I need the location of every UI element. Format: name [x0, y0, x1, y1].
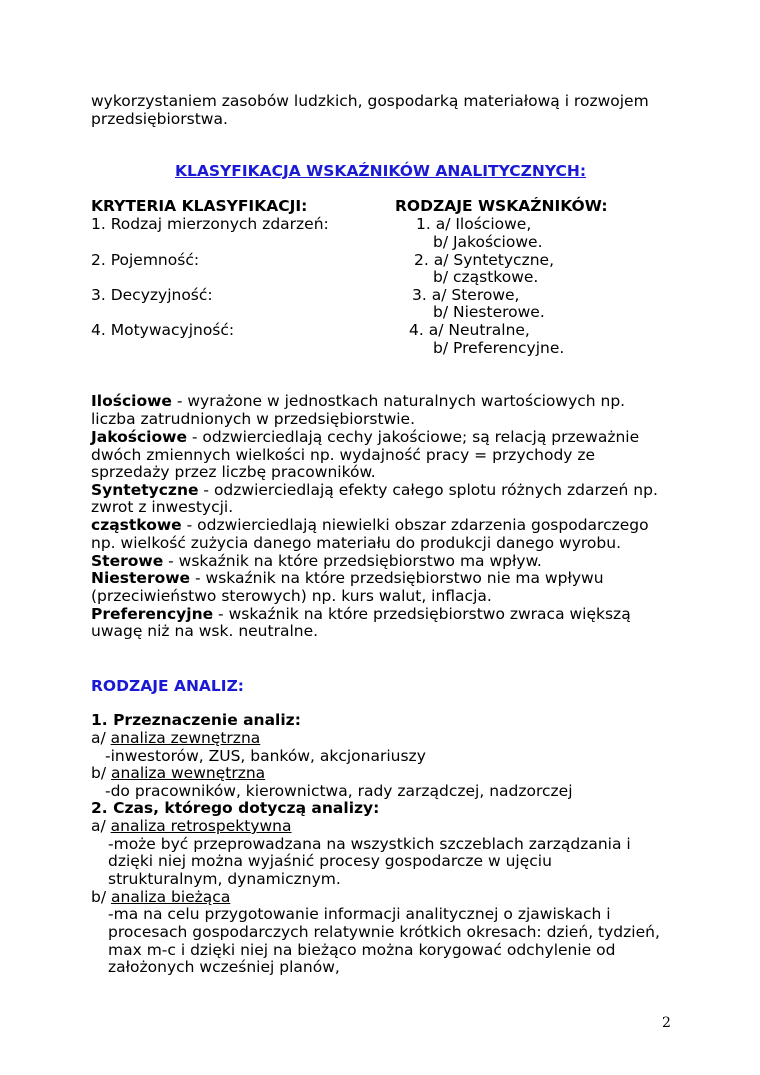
item-label: analiza wewnętrzna: [111, 764, 266, 782]
section-2-item-b-desc: -ma na celu przygotowanie informacji analitycznej o zjawiskach i: [108, 905, 611, 923]
type-1b: b/ Jakościowe.: [433, 233, 543, 251]
definition-text: - wskaźnik na które przedsiębiorstwo zwraca większą: [213, 605, 631, 623]
definition-continuation: sprzedaży przez liczbę pracowników.: [91, 463, 376, 481]
section-2-item-a: [91, 817, 292, 835]
page-number: 2: [662, 1015, 671, 1031]
definition-term: Jakościowe: [91, 428, 187, 446]
criterion-1: 1. Rodzaj mierzonych zdarzeń:: [91, 215, 329, 233]
definition-term: cząstkowe: [91, 516, 182, 534]
definition-continuation: liczba zatrudnionych w przedsiębiorstwie.: [91, 410, 416, 428]
item-prefix: b/: [91, 888, 111, 906]
criterion-3: 3. Decyzyjność:: [91, 286, 213, 304]
section-2-item-b-desc: procesach gospodarczych relatywnie krótkich okresach: dzień, tydzień,: [108, 923, 660, 941]
intro-line-1: wykorzystaniem zasobów ludzkich, gospodarką materiałową i rozwojem: [91, 92, 649, 110]
section-2-item-b-desc: założonych wcześniej planów,: [108, 958, 340, 976]
definition-text: - odzwierciedlają niewielki obszar zdarzenia gospodarczego: [181, 516, 649, 534]
item-prefix: b/: [91, 764, 111, 782]
definition-niesterowe: [91, 569, 604, 587]
type-4a: 4. a/ Neutralne,: [409, 321, 530, 339]
section-1-item-a: [91, 729, 260, 747]
definition-preferencyjne: [91, 605, 631, 623]
definition-term: Ilościowe: [91, 392, 172, 410]
definition-continuation: np. wielkość zużycia danego materiału do produkcji danego wyrobu.: [91, 534, 621, 552]
definition-jakosciowe: [91, 428, 639, 446]
criterion-2: 2. Pojemność:: [91, 251, 200, 269]
type-1a: 1. a/ Ilościowe,: [416, 215, 532, 233]
type-2a: 2. a/ Syntetyczne,: [414, 251, 555, 269]
section-2-item-a-desc: dzięki niej można wyjaśnić procesy gospodarcze w ujęciu: [108, 852, 552, 870]
criteria-header: KRYTERIA KLASYFIKACJI:: [91, 197, 308, 215]
definition-syntetyczne: [91, 481, 658, 499]
section-2-item-b: [91, 888, 230, 906]
definition-czastkowe: [91, 516, 649, 534]
analyses-heading: RODZAJE ANALIZ:: [91, 677, 245, 695]
definition-continuation: dwóch zmiennych wielkości np. wydajność pracy = przychody ze: [91, 446, 596, 464]
definition-continuation: zwrot z inwestycji.: [91, 498, 234, 516]
definition-term: Syntetyczne: [91, 481, 199, 499]
definition-sterowe: [91, 552, 542, 570]
section-1-item-a-desc: -inwestorów, ZUS, banków, akcjonariuszy: [105, 747, 426, 765]
item-prefix: a/: [91, 817, 111, 835]
section-2-item-a-desc: -może być przeprowadzana na wszystkich szczeblach zarządzania i: [108, 835, 631, 853]
item-label: analiza zewnętrzna: [110, 729, 261, 747]
section-1-item-b-desc: -do pracowników, kierownictwa, rady zarządczej, nadzorczej: [105, 782, 573, 800]
definition-text: - wskaźnik na które przedsiębiorstwo nie ma wpływu: [190, 569, 604, 587]
criterion-4: 4. Motywacyjność:: [91, 321, 235, 339]
item-label: analiza bieżąca: [111, 888, 231, 906]
definition-text: - wyrażone w jednostkach naturalnych wartościowych np.: [171, 392, 626, 410]
section-1-title: 1. Przeznaczenie analiz:: [91, 711, 301, 729]
type-3b: b/ Niesterowe.: [433, 303, 545, 321]
definition-term: Preferencyjne: [91, 605, 214, 623]
item-prefix: a/: [91, 729, 111, 747]
definition-term: Niesterowe: [91, 569, 191, 587]
definition-text: - odzwierciedlają cechy jakościowe; są relacją przeważnie: [186, 428, 640, 446]
intro-line-2: przedsiębiorstwa.: [91, 110, 228, 128]
item-label: analiza retrospektywna: [110, 817, 292, 835]
definition-term: Sterowe: [91, 552, 164, 570]
definition-text: - wskaźnik na które przedsiębiorstwo ma wpływ.: [163, 552, 542, 570]
section-1-item-b: [91, 764, 265, 782]
definition-text: - odzwierciedlają efekty całego splotu różnych zdarzeń np.: [198, 481, 658, 499]
type-2b: b/ cząstkowe.: [433, 268, 539, 286]
definition-continuation: uwagę niż na wsk. neutralne.: [91, 622, 319, 640]
section-2-title: 2. Czas, którego dotyczą analizy:: [91, 799, 380, 817]
section-2-item-b-desc: max m-c i dzięki niej na bieżąco można korygować odchylenie od: [108, 941, 616, 959]
type-3a: 3. a/ Sterowe,: [412, 286, 520, 304]
type-4b: b/ Preferencyjne.: [433, 339, 565, 357]
section-2-item-a-desc: strukturalnym, dynamicznym.: [108, 870, 341, 888]
definition-ilosciowe: [91, 392, 625, 410]
types-header: RODZAJE WSKAŹNIKÓW:: [395, 197, 608, 215]
classification-title: KLASYFIKACJA WSKAŹNIKÓW ANALITYCZNYCH:: [175, 162, 587, 180]
definition-continuation: (przeciwieństwo sterowych) np. kurs walut, inflacja.: [91, 587, 492, 605]
